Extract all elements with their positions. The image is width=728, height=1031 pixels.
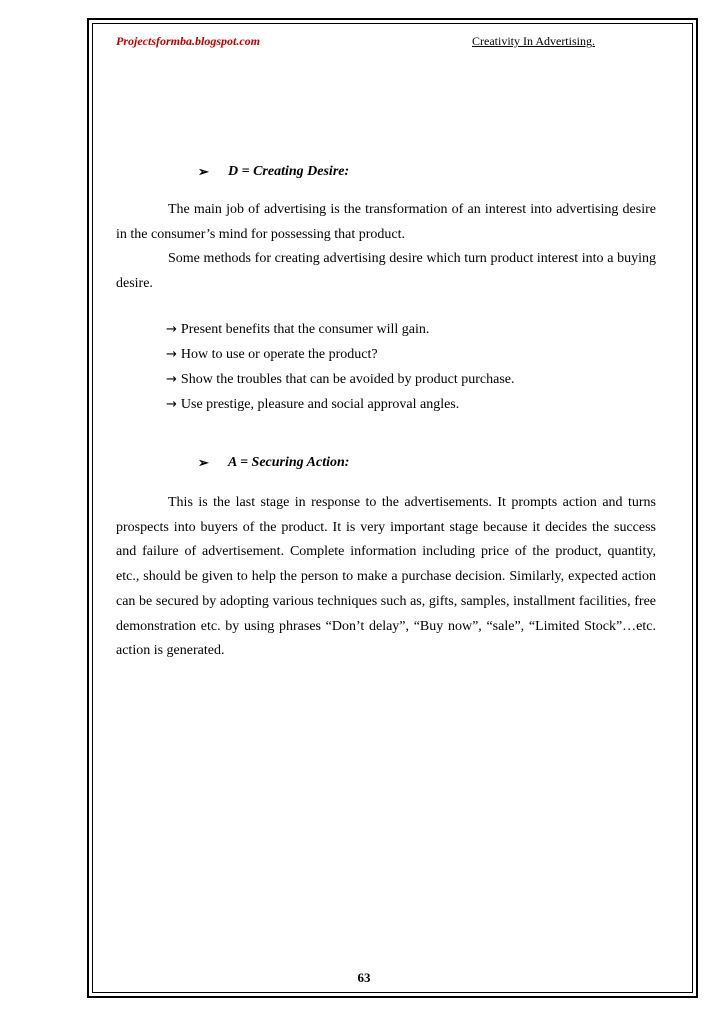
header-document-title: Creativity In Advertising. xyxy=(472,34,595,48)
list-item-text: Use prestige, pleasure and social approval angles. xyxy=(180,397,460,412)
section-d-heading xyxy=(198,164,349,180)
section-d-paragraph-2-text: Some methods for creating advertising desire which turn product interest into a buying desire. xyxy=(116,251,656,291)
section-a-paragraph-1-text: This is the last stage in response to the advertisements. It prompts action and turns prospects into buyers of the product. It is very important stage because it decides the success and failure of advertisement. Complete information including price of the product, quantity, etc., should be given to help the person to make a purchase decision. Similarly, expected action can be secured by adopting various techniques such as, gifts, samples, installment facilities, free demonstration etc. by using phrases “Don’t delay”, “Buy now”, “sale”, “Limited Stock”…etc. action is generated. xyxy=(116,495,656,659)
right-arrow-icon: → xyxy=(166,347,177,362)
page-number: 63 xyxy=(357,970,371,985)
list-item-text: Present benefits that the consumer will gain. xyxy=(180,322,430,337)
list-item xyxy=(166,370,514,390)
right-arrow-icon: → xyxy=(166,322,177,337)
section-a-heading-text: A = Securing Action: xyxy=(228,455,350,470)
section-d-heading-text: D = Creating Desire: xyxy=(228,164,350,179)
list-item-text: Show the troubles that can be avoided by product purchase. xyxy=(180,372,515,387)
list-item xyxy=(166,320,429,340)
section-a-heading xyxy=(198,455,349,471)
arrow-bullet-icon: ➢ xyxy=(198,455,209,470)
section-d-paragraph-1 xyxy=(116,198,656,247)
right-arrow-icon: → xyxy=(166,397,177,412)
header-site-name: Projectsformba.blogspot.com xyxy=(116,34,260,48)
arrow-bullet-icon: ➢ xyxy=(198,164,209,179)
section-a-paragraph-1 xyxy=(116,491,656,664)
right-arrow-icon: → xyxy=(166,372,177,387)
list-item xyxy=(166,395,459,415)
list-item xyxy=(166,345,378,365)
section-d-paragraph-1-text: The main job of advertising is the transformation of an interest into advertising desire in the consumer’s mind for possessing that product. xyxy=(116,202,656,242)
list-item-text: How to use or operate the product? xyxy=(180,347,378,362)
section-d-paragraph-2 xyxy=(116,247,656,296)
